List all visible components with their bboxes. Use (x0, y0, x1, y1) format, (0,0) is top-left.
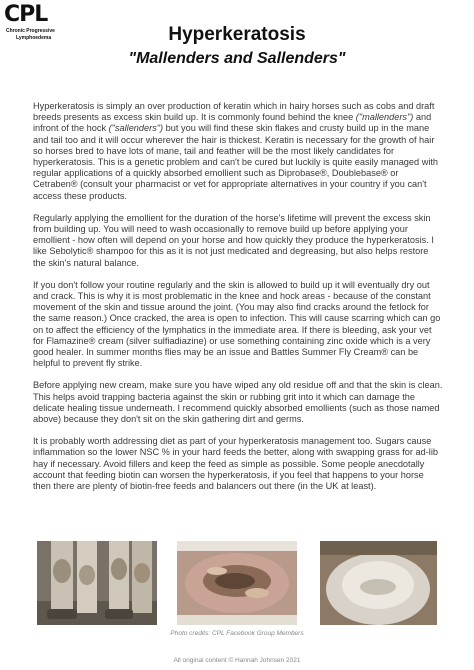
photo-credit: Photo credits: CPL Facebook Group Members (170, 630, 304, 637)
paragraph-3: If you don't follow your routine regularly and the skin is allowed to build up it will eventually dry out and crack. This is why it is most problematic in the knee and hock areas - because of the constant movement of the skin and tissue around the joint. (You may also find cracks around the fetlock for the same reason.) Once cracked, the area is open to infection. This will cause scarring which can go on to affect the efficiency of the lymphatics in the immediate area. If there is bleeding, ask your vet for Flamazine® cream (silver sulfiadiazine) or use something containing zinc oxide which is a very good healer. In summer months flies may be an issue and Battles Summer Fly Cream® can be helpful to prevent fly strike. (33, 279, 441, 369)
logo-line-1: Chronic Progressive (6, 28, 55, 34)
paragraph-4: Before applying new cream, make sure you have wiped any old residue off and that the skin is clean. This helps avoid trapping bacteria against the skin or rubbing grit into it which can damage the delicate healing tissue underneath. I recommend quickly absorbed emollients (such as those named above) because they don't sit on the skin gathering dirt and germs. (33, 380, 443, 425)
article-body (33, 101, 443, 503)
paragraph-1-text-c: and infront of the hock (33, 112, 432, 134)
paragraph-5: It is probably worth addressing diet as part of your hyperkeratosis management too. Sugars cause inflammation so the lower NSC % in your hard feeds the better, along with swapping grass for ad-lib hay if necessary. Avoid fillers and keep the feed as simple as possible. Some people anecdotally account that feeding biotin can worsen the hyperkeratosis, if you feel that happens to your horse then there are plenty of biotin-free feeds and balancers out there (in the UK at least). (33, 436, 438, 492)
logo-mark: CPL (4, 2, 48, 27)
logo-line-2: Lymphoedema (16, 35, 52, 41)
photo-strip (37, 541, 437, 625)
paragraph-1 (33, 101, 443, 202)
paragraph-1-text-e: but you will find these skin flakes and crusty build up in the mane and tail too and it will occur wherever the hair is thickest. Keratin is necessary for the growth of hair so horses bred to have lots of mane, tail and feather will be the most likely candidates for hyperkeratosis. This is a genetic problem and can't be cured but luckily is quite easily managed with regular applications of a quickly absorbed emollient such as Diprobase®, Doublebase® or Cetraben® (consult your pharmacist or vet for appropriate alternatives in your country if you can't access these products. (33, 123, 439, 201)
page-title: Hyperkeratosis (168, 24, 306, 45)
photo-skin-crust (177, 541, 297, 625)
page-subtitle: "Mallenders and Sallenders" (128, 50, 346, 67)
paragraph-1-text-a: Hyperkeratosis is simply an over production of keratin which in hairy horses such as cobs and draft breeds presents as excess skin build up. It is commonly found behind the knee (33, 101, 435, 123)
sallenders-term: ("sallenders") (108, 123, 164, 134)
copyright-footer: All original content © Hannah Johnsen 2021 (173, 657, 301, 664)
paragraph-2: Regularly applying the emollient for the duration of the horse's lifetime will prevent the excess skin from building up. You will need to wash occasionally to remove build up before applying your emollient - how often will depend on your horse and how quickly they produce the hyperkeratosis. I like Sebolytic® shampoo for this as it is not just medicated and degreasing, but also helps restore the skin's natural balance. (33, 212, 434, 268)
mallenders-term: ("mallenders") (355, 112, 414, 123)
photo-horse-legs (37, 541, 157, 625)
photo-feathered-leg (320, 541, 437, 625)
